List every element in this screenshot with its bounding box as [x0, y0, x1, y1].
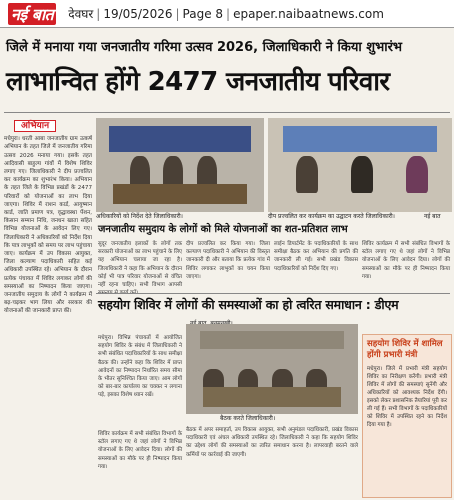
masthead — [0, 0, 454, 28]
section-kicker: अभियान — [14, 120, 56, 132]
photo-caption-left: अधिकारियों को निर्देश देते जिलाधिकारी। — [96, 213, 183, 220]
epaper-url[interactable]: epaper.naibaatnews.com — [233, 7, 384, 21]
sidebar-box — [362, 334, 452, 498]
divider — [96, 293, 450, 294]
story1-left-text: मधेपुरा। धरती आबा जनजातीय ग्राम उत्कर्ष अभियान के तहत जिले में जनजातीय गरिमा उत्सव 2026 मनाया गया। इसके तहत आदिवासी बाहुल्य गांवों में विशेष शिविर लगाए गए। जिलाधिकारी ने दीप प्रज्वलित कर कार्यक्रम का शुभारंभ किया। अभियान के तहत जिले के विभिन्न प्रखंडों के 2477 परिवारों को योजनाओं का लाभ दिया जाएगा। शिविर में राशन कार्ड, आयुष्मान कार्ड, जाति प्रमाण पत्र, वृद्धावस्था पेंशन, किसान सम्मान निधि, जनधन खाता सहित विभिन्न योजनाओं के आवेदन लिए गए। जिलाधिकारी ने अधिकारियों को निर्देश दिया कि पात्र लाभुकों को समय पर लाभ पहुंचाया जाए। कार्यक्रम में उप विकास आयुक्त, जिला कल्याण पदाधिकारी सहित कई अधिकारी उपस्थित रहे। अभियान के दौरान प्रत्येक पंचायत में शिविर लगाकर लोगों की समस्याओं का निष्पादन किया जाएगा। जनजातीय समुदाय के लोगों ने कार्यक्रम में बढ़-चढ़कर भाग लिया और सरकार की योजनाओं की जानकारी प्राप्त की। — [4, 136, 92, 315]
divider — [4, 112, 450, 113]
story1-body-b: दीप प्रज्वलित कर किया गया। जिला कल्याण पदाधिकारी ने अभियान की विस्तृत जानकारी दी और बताया कि प्रत्येक गांव में शिविर लगाकर लाभुकों का चयन किया जाएगा। — [186, 241, 270, 280]
photo-caption-right: दीप प्रज्वलित कर कार्यक्रम का उद्घाटन करते जिलाधिकारी। — [268, 213, 395, 220]
photo-review-meeting — [186, 324, 358, 414]
photo-credit: नई बात — [424, 213, 441, 220]
edition-date: 19/05/2026 — [103, 7, 173, 21]
story1-main-headline: लाभान्वित होंगे 2477 जनजातीय परिवार — [6, 67, 390, 97]
story2-headline: सहयोग शिविर में लोगों की समस्याओं का हो त्वरित समाधान : डीएम — [98, 297, 399, 312]
sidebar-box-body: मधेपुरा। जिले में प्रभारी मंत्री सहयोग शिविर का निरीक्षण करेंगी। प्रभारी मंत्री शिविर में लोगों की समस्याएं सुनेंगी और अधिकारियों को आवश्यक निर्देश देंगी। इसको लेकर प्रशासनिक तैयारियां पूरी कर ली गई हैं। सभी विभागों के पदाधिकारियों को शिविर में उपस्थित रहने का निर्देश दिया गया है। — [367, 366, 447, 428]
story2-body-left-cont: शिविर कार्यक्रम में सभी संबंधित विभागों के स्टॉल लगाए गए थे जहां लोगों ने विभिन्न योजनाओं के लिए आवेदन दिया। लोगों की समस्याओं का मौके पर ही निष्पादन किया गया। — [98, 431, 182, 470]
page-number: Page 8 — [182, 7, 224, 21]
photo-lamp-lighting — [268, 118, 452, 212]
newspaper-logo: नई बात — [6, 3, 56, 25]
edition-meta: देवघर | 19/05/2026 | Page 8 | epaper.naibaatnews.com — [68, 7, 384, 21]
story1-body-c: लाईन डिपार्टमेंट के पदाधिकारियों के साथ समीक्षा बैठक कर अभियान की प्रगति की जानकारी ली गई। सभी प्रखंड विकास पदाधिकारियों को निर्देश दिए गए। — [274, 241, 358, 272]
story1-left-column — [4, 118, 92, 498]
story2-photo-caption: बैठक करते जिलाधिकारी। — [220, 415, 276, 422]
sidebar-box-title: सहयोग शिविर में शामिल होंगी प्रभारी मंत्री — [367, 339, 443, 360]
story2-body-bottom: बैठक में अपर समाहर्ता, उप विकास आयुक्त, सभी अनुमंडल पदाधिकारी, प्रखंड विकास पदाधिकारी एवं अंचल अधिकारी उपस्थित रहे। जिलाधिकारी ने कहा कि सहयोग शिविर का उद्देश्य लोगों की समस्याओं का त्वरित समाधान करना है। लापरवाही बरतने वाले कर्मियों पर कार्रवाई की जाएगी। — [186, 427, 358, 458]
story2-body-left: मधेपुरा। विभिन्न पंचायतों में आयोजित सहयोग शिविर के संबंध में जिलाधिकारी ने सभी संबंधित पदाधिकारियों के साथ समीक्षा बैठक की। उन्होंने कहा कि शिविर में प्राप्त आवेदनों का निष्पादन निर्धारित समय सीमा के भीतर सुनिश्चित किया जाए। आम लोगों को बार-बार कार्यालय का चक्कर न लगाना पड़े, इसका विशेष ध्यान रखें। — [98, 335, 182, 399]
edition-city: देवघर — [68, 7, 94, 21]
story1-body-a: सुदूर जनजातीय इलाकों के लोगों तक सरकारी योजनाओं का लाभ पहुंचाने के लिए यह अभियान चलाया जा रहा है। जिलाधिकारी ने कहा कि अभियान के दौरान कोई भी पात्र परिवार योजनाओं से वंचित नहीं रहना चाहिए। सभी विभाग आपसी — [98, 241, 182, 289]
photo-officials-meeting — [96, 118, 264, 212]
story1-subhead: जनजातीय समुदाय के लोगों को मिले योजनाओं का शत-प्रतिशत लाभ — [98, 224, 348, 235]
story1-body-d: शिविर कार्यक्रम में सभी संबंधित विभागों के स्टॉल लगाए गए थे जहां लोगों ने विभिन्न योजनाओं के लिए आवेदन दिया। लोगों की समस्याओं का मौके पर ही निष्पादन किया गया। — [362, 241, 450, 280]
story1-kicker-headline: जिले में मनाया गया जनजातीय गरिमा उत्सव 2026, जिलाधिकारी ने किया शुभारंभ — [6, 40, 403, 55]
